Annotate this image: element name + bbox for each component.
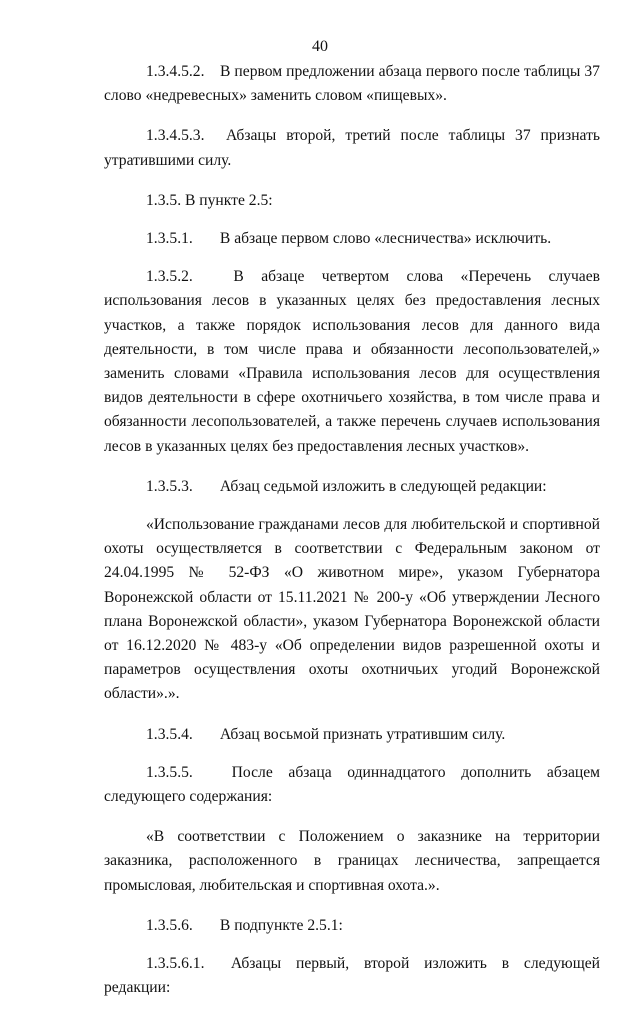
paragraph-1-3-5-4 xyxy=(104,723,600,747)
quoted-paragraph-reserve xyxy=(104,825,600,898)
paragraph-text: 1.3.5. В пункте 2.5: xyxy=(146,191,273,209)
paragraph-1-3-5-2 xyxy=(104,265,600,459)
paragraph-number: 1.3.5.5. xyxy=(146,763,193,781)
paragraph-1-3-4-5-2 xyxy=(104,60,600,108)
paragraph-1-3-5-3 xyxy=(104,475,600,499)
paragraph-number: 1.3.5.6.1. xyxy=(146,955,205,973)
paragraph-1-3-5-1 xyxy=(104,227,600,251)
paragraph-number: 1.3.5.6. xyxy=(146,916,193,934)
paragraph-text: Абзац восьмой признать утратившим силу. xyxy=(219,725,506,743)
paragraph-text: «Использование гражданами лесов для любительской и спортивной охоты осуществляется в соответствии с Федеральным законом от 24.04.1995 № 52-ФЗ «О животном мире», указом Губернатора Воронежской области от 15.11.2021 № 200-у «Об утверждении Лесного плана Воронежской области», указом Губернатора Воронежской области от 16.12.2020 № 483-у «Об определении видов разрешенной охоты и параметров осуществления охоты охотничьих угодий Воронежской области».». xyxy=(104,516,600,703)
paragraph-text: Абзац седьмой изложить в следующей редакции: xyxy=(219,477,547,495)
paragraph-text: «В соответствии с Положением о заказнике на территории заказника, расположенного в границах лесничества, запрещается промысловая, любительская и спортивная охота.». xyxy=(104,828,600,894)
paragraph-text: В первом предложении абзаца первого после таблицы 37 слово «недревесных» заменить словом «пищевых». xyxy=(104,63,600,105)
paragraph-text: После абзаца одиннадцатого дополнить абзацем следующего содержания: xyxy=(104,763,600,806)
paragraph-number: 1.3.5.2. xyxy=(146,268,193,286)
paragraph-text: В подпункте 2.5.1: xyxy=(219,916,343,934)
paragraph-1-3-4-5-3 xyxy=(104,124,600,172)
paragraph-1-3-5-5 xyxy=(104,761,600,809)
paragraph-text: В абзаце первом слово «лесничества» исключить. xyxy=(219,230,552,248)
paragraph-text: В абзаце четвертом слова «Перечень случаев использования лесов в указанных целях без предоставления лесных участков, а также порядок использования лесов для данного вида деятельности, в том числе права и обязанности лесопользователей,» заменить словами «Правила использования лесов для осуществления видов деятельности в сфере охотничьего хозяйства, в том числе права и обязанности лесопользователей, а также перечень случаев использования лесов в указанных целях без предоставления лесных участков». xyxy=(104,268,600,455)
paragraph-1-3-5-6-1 xyxy=(104,952,600,1000)
paragraph-number: 1.3.4.5.3. xyxy=(146,127,205,145)
paragraph-number: 1.3.5.3. xyxy=(146,477,193,495)
page-number: 40 xyxy=(312,38,328,55)
paragraph-number: 1.3.4.5.2. xyxy=(146,63,205,80)
document-body xyxy=(104,60,600,1017)
paragraph-1-3-5 xyxy=(104,189,600,213)
paragraph-text: Абзацы первый, второй изложить в следующей редакции: xyxy=(104,955,600,997)
quoted-paragraph-hunting xyxy=(104,513,600,707)
paragraph-number: 1.3.5.1. xyxy=(146,230,193,248)
paragraph-text: Абзацы второй, третий после таблицы 37 признать утратившими силу. xyxy=(104,127,600,169)
paragraph-number: 1.3.5.4. xyxy=(146,725,193,743)
paragraph-1-3-5-6 xyxy=(104,914,600,938)
